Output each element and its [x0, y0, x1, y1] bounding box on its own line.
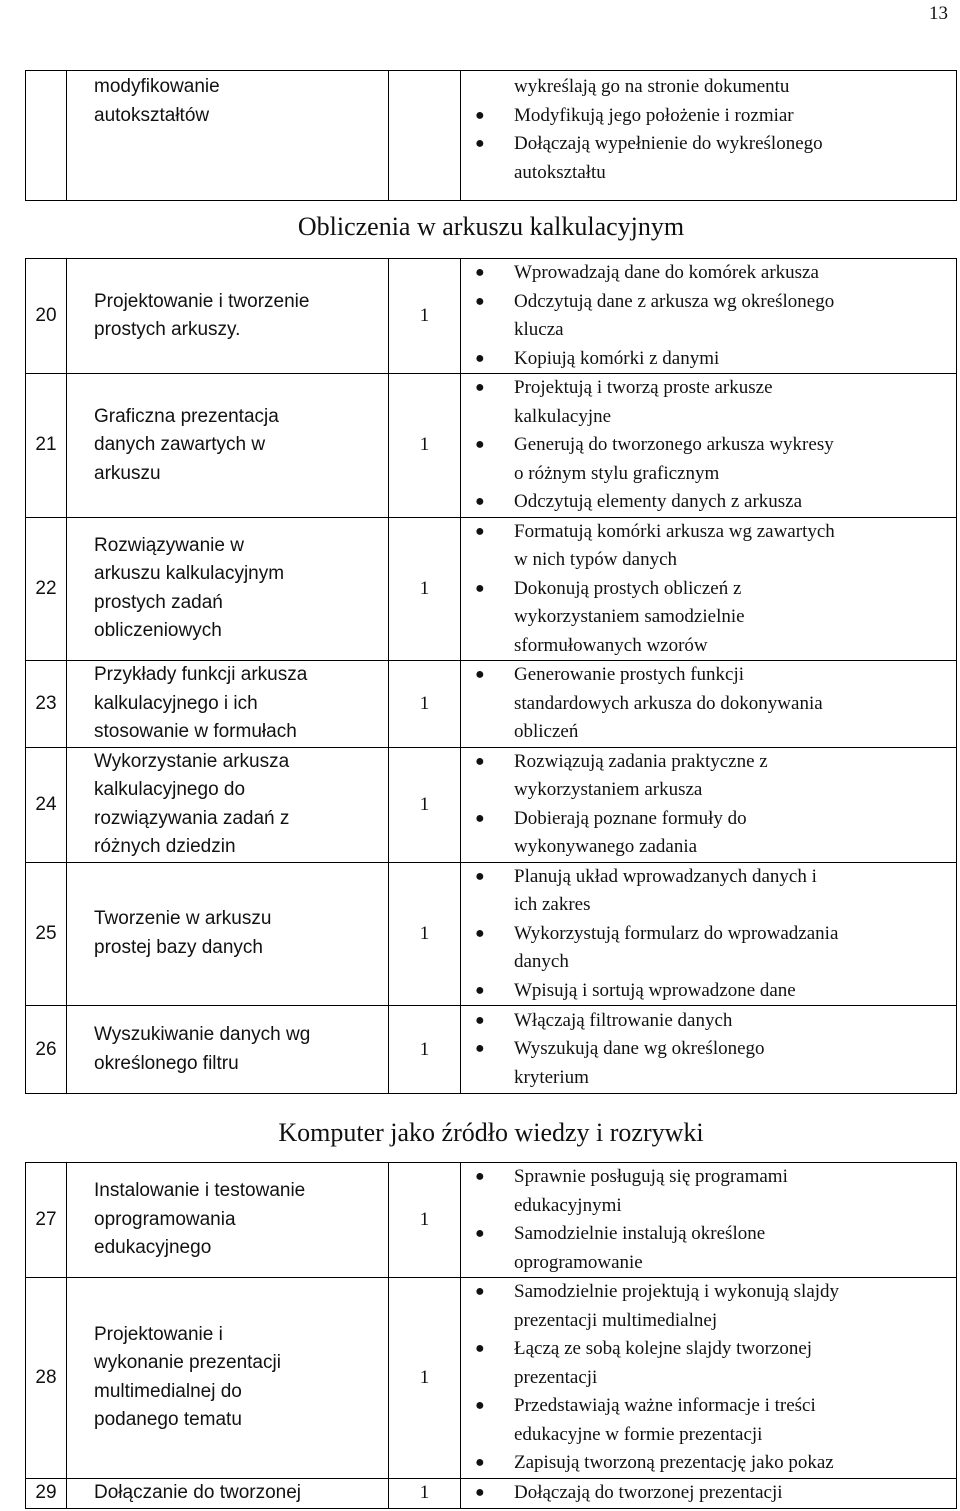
topic-line: stosowanie w formułach [94, 721, 297, 742]
outcome-line: w nich typów danych [514, 549, 678, 570]
outcome-line: Kopiują komórki z danymi [514, 347, 720, 369]
topic-line: Wyszukiwanie danych wg [94, 1024, 311, 1045]
row-number: 28 [26, 1278, 67, 1479]
outcome-item [461, 1007, 956, 1036]
bullet-icon: ● [475, 493, 485, 510]
outcomes-cell [461, 661, 957, 748]
outcomes-cell [461, 1478, 957, 1508]
outcome-item [461, 920, 956, 977]
bullet-icon: ● [475, 1397, 485, 1414]
topic-line: kalkulacyjnego i ich [94, 692, 258, 714]
topic-line: modyfikowanie [94, 76, 220, 97]
outcomes-cell [461, 1278, 957, 1479]
outcome-line: edukacyjne w formie prezentacji [514, 1423, 763, 1445]
outcome-line: wykorzystaniem arkusza [514, 779, 703, 800]
page-number: 13 [929, 3, 948, 24]
outcome-line: Formatują komórki arkusza wg zawartych [514, 520, 835, 542]
outcome-list [461, 1479, 956, 1508]
hours-cell: 1 [389, 1006, 461, 1094]
outcome-line: Samodzielnie projektują i wykonują slajdy [514, 1281, 840, 1302]
outcome-item [461, 288, 956, 345]
outcomes-cell [461, 71, 957, 201]
hours-cell: 1 [389, 747, 461, 862]
outcome-item [461, 748, 956, 805]
outcome-line: Samodzielnie instalują określone [514, 1223, 766, 1244]
outcome-line: Dokonują prostych obliczeń z [514, 577, 742, 599]
topic-line: prostych zadań [94, 591, 223, 613]
bullet-icon: ● [475, 522, 485, 540]
outcome-item [461, 1449, 956, 1478]
outcome-item [461, 102, 956, 131]
outcome-line: prezentacji [514, 1366, 598, 1388]
bullet-icon: ● [475, 579, 485, 597]
outcomes-cell [461, 747, 957, 862]
bullet-icon: ● [475, 867, 485, 885]
outcome-continuation: wykreślają go na stronie dokumentu [514, 76, 790, 97]
topic-cell [67, 374, 389, 518]
topic-line: Przykłady funkcji arkusza [94, 664, 308, 685]
topic-line: Projektowanie i [94, 1323, 223, 1345]
bullet-icon: ● [475, 1011, 485, 1029]
topic-line: oprogramowania [94, 1208, 236, 1230]
bullet-icon: ● [475, 1040, 485, 1058]
topic-line: prostych arkuszy. [94, 319, 241, 340]
row-number: 27 [26, 1163, 67, 1278]
outcome-list [461, 102, 956, 188]
bullet-icon: ● [475, 1483, 485, 1501]
outcome-line: klucza [514, 319, 564, 340]
topic-line: edukacyjnego [94, 1237, 212, 1259]
outcome-item [461, 863, 956, 920]
topic-line: arkuszu kalkulacyjnym [94, 563, 285, 585]
row-number: 23 [26, 661, 67, 748]
topic-line: prostej bazy danych [94, 936, 263, 958]
topic-line: Wykorzystanie arkusza [94, 750, 290, 772]
outcome-item [461, 488, 956, 517]
table-row [26, 747, 957, 862]
row-number: 26 [26, 1006, 67, 1094]
section-heading: Komputer jako źródło wiedzy i rozrywki [278, 1118, 704, 1147]
topic-line: Graficzna prezentacja [94, 405, 279, 427]
hours-cell: 1 [389, 661, 461, 748]
outcomes-cell [461, 517, 957, 661]
top-row-table [25, 70, 957, 201]
outcome-line: Dobierają poznane formuły do [514, 807, 747, 829]
topic-cell [67, 1006, 389, 1094]
topic-line: podanego tematu [94, 1409, 242, 1431]
hours-cell: 1 [389, 1278, 461, 1479]
topic-cell [67, 71, 389, 201]
hours-cell: 1 [389, 862, 461, 1006]
outcome-line: Rozwiązują zadania praktyczne z [514, 750, 768, 772]
outcome-item [461, 1278, 956, 1335]
outcome-line: Projektują i tworzą proste arkusze [514, 377, 773, 398]
outcomes-cell [461, 1006, 957, 1094]
outcomes-cell [461, 1163, 957, 1278]
outcome-list [461, 1007, 956, 1093]
outcome-line: Odczytują dane z arkusza wg określonego [514, 290, 835, 312]
outcome-item [461, 1163, 956, 1220]
outcome-item [461, 1392, 956, 1449]
outcome-line: Sprawnie posługują się programami [514, 1166, 788, 1187]
outcome-line: ich zakres [514, 894, 591, 915]
table-row [26, 1163, 957, 1278]
bullet-icon: ● [475, 292, 485, 310]
topic-line: Tworzenie w arkuszu [94, 908, 272, 930]
topic-line: danych zawartych w [94, 434, 266, 455]
outcome-line: prezentacji multimedialnej [514, 1309, 718, 1331]
topic-line: Dołączanie do tworzonej [94, 1481, 302, 1503]
bullet-icon: ● [475, 379, 485, 396]
hours-cell: 1 [389, 517, 461, 661]
table-row [26, 661, 957, 748]
outcome-item [461, 977, 956, 1006]
bullet-icon: ● [475, 752, 485, 770]
outcome-line: autokształtu [514, 161, 606, 183]
hours-cell: 1 [389, 1163, 461, 1278]
outcomes-cell [461, 259, 957, 374]
topic-cell [67, 661, 389, 748]
outcome-line: Dołączają do tworzonej prezentacji [514, 1481, 783, 1503]
bullet-icon: ● [475, 349, 485, 367]
outcome-line: Wyszukują dane wg określonego [514, 1038, 765, 1060]
outcomes-cell [461, 374, 957, 518]
bullet-icon: ● [475, 666, 485, 683]
topic-cell [67, 1278, 389, 1479]
outcome-line: Generują do tworzonego arkusza wykresy [514, 434, 834, 455]
row-number [26, 71, 67, 201]
outcome-line: Odczytują elementy danych z arkusza [514, 491, 803, 512]
outcome-item [461, 805, 956, 862]
outcome-item [461, 575, 956, 661]
outcome-item [461, 431, 956, 488]
table-row [26, 1006, 957, 1094]
hours-cell: 1 [389, 1478, 461, 1508]
bullet-icon: ● [475, 135, 485, 152]
topic-line: różnych dziedzin [94, 836, 236, 857]
table-row [26, 71, 957, 201]
topic-cell [67, 1478, 389, 1508]
topic-line: kalkulacyjnego do [94, 779, 246, 800]
outcome-list [461, 518, 956, 661]
topic-line: obliczeniowych [94, 620, 222, 642]
outcome-item [461, 259, 956, 288]
bullet-icon: ● [475, 809, 485, 827]
outcome-line: oprogramowanie [514, 1251, 643, 1273]
outcome-list [461, 259, 956, 373]
bullet-icon: ● [475, 1168, 485, 1185]
topic-line: rozwiązywania zadań z [94, 807, 290, 829]
bullet-icon: ● [475, 1454, 485, 1471]
outcome-line: Wprowadzają dane do komórek arkusza [514, 262, 819, 283]
outcome-line: Generowanie prostych funkcji [514, 664, 745, 685]
topic-line: multimedialnej do [94, 1380, 242, 1402]
outcome-item [461, 374, 956, 431]
topic-line: arkuszu [94, 462, 161, 484]
topic-cell [67, 1163, 389, 1278]
outcome-line: wykonywanego zadania [514, 836, 698, 857]
hours-cell: 1 [389, 259, 461, 374]
topic-cell [67, 259, 389, 374]
topic-cell [67, 747, 389, 862]
table-row [26, 1478, 957, 1508]
row-number: 20 [26, 259, 67, 374]
topic-line: Rozwiązywanie w [94, 534, 244, 556]
outcome-line: wykorzystaniem samodzielnie [514, 606, 745, 627]
outcome-list [461, 863, 956, 1006]
topic-line: Instalowanie i testowanie [94, 1180, 306, 1202]
table-row [26, 374, 957, 518]
table-row [26, 862, 957, 1006]
outcome-line: kryterium [514, 1066, 589, 1088]
bullet-icon: ● [475, 264, 485, 281]
row-number: 29 [26, 1478, 67, 1508]
topic-line: Projektowanie i tworzenie [94, 290, 310, 312]
bullet-icon: ● [475, 1283, 485, 1300]
table-row [26, 517, 957, 661]
outcome-line: danych [514, 951, 569, 972]
bullet-icon: ● [475, 436, 485, 453]
outcome-item [461, 1220, 956, 1277]
outcome-line: Łączą ze sobą kolejne slajdy tworzonej [514, 1338, 813, 1359]
outcome-line: Dołączają wypełnienie do wykreślonego [514, 133, 823, 154]
outcome-item [461, 1479, 956, 1508]
outcome-item [461, 518, 956, 575]
outcomes-cell [461, 862, 957, 1006]
outcome-item [461, 1035, 956, 1092]
outcome-line: Wykorzystują formularz do wprowadzania [514, 922, 839, 944]
bullet-icon: ● [475, 924, 485, 942]
bullet-icon: ● [475, 1340, 485, 1357]
topic-cell [67, 862, 389, 1006]
hours-cell: 1 [389, 374, 461, 518]
bullet-icon: ● [475, 106, 485, 124]
outcome-list [461, 1278, 956, 1478]
topic-line: wykonanie prezentacji [94, 1352, 281, 1374]
section-table [25, 258, 957, 1094]
outcome-item [461, 130, 956, 187]
outcome-line: Zapisują tworzoną prezentację jako pokaz [514, 1452, 834, 1473]
section-table [25, 1162, 957, 1509]
outcome-line: kalkulacyjne [514, 405, 612, 427]
outcome-line: edukacyjnymi [514, 1194, 622, 1216]
outcome-line: Wpisują i sortują wprowadzone dane [514, 979, 796, 1001]
outcome-line: Włączają filtrowanie danych [514, 1009, 733, 1031]
outcome-item [461, 1335, 956, 1392]
row-number: 21 [26, 374, 67, 518]
outcome-item [461, 661, 956, 747]
topic-cell [67, 517, 389, 661]
outcome-list [461, 661, 956, 747]
outcome-line: Przedstawiają ważne informacje i treści [514, 1395, 816, 1416]
bullet-icon: ● [475, 981, 485, 999]
outcome-list [461, 1163, 956, 1277]
outcome-line: o różnym stylu graficznym [514, 462, 720, 484]
hours-cell [389, 71, 461, 201]
outcome-line: standardowych arkusza do dokonywania [514, 692, 823, 714]
topic-line: autokształtów [94, 104, 210, 126]
outcome-line: Modyfikują jego położenie i rozmiar [514, 104, 794, 126]
table-row [26, 259, 957, 374]
table-row [26, 1278, 957, 1479]
outcome-line: sformułowanych wzorów [514, 634, 708, 656]
row-number: 25 [26, 862, 67, 1006]
row-number: 22 [26, 517, 67, 661]
row-number: 24 [26, 747, 67, 862]
outcome-item [461, 345, 956, 374]
outcome-list [461, 374, 956, 517]
bullet-icon: ● [475, 1225, 485, 1242]
section-heading: Obliczenia w arkuszu kalkulacyjnym [297, 212, 685, 241]
topic-line: określonego filtru [94, 1052, 239, 1074]
outcome-line: obliczeń [514, 721, 579, 742]
outcome-list [461, 748, 956, 862]
outcome-line: Planują układ wprowadzanych danych i [514, 865, 817, 887]
